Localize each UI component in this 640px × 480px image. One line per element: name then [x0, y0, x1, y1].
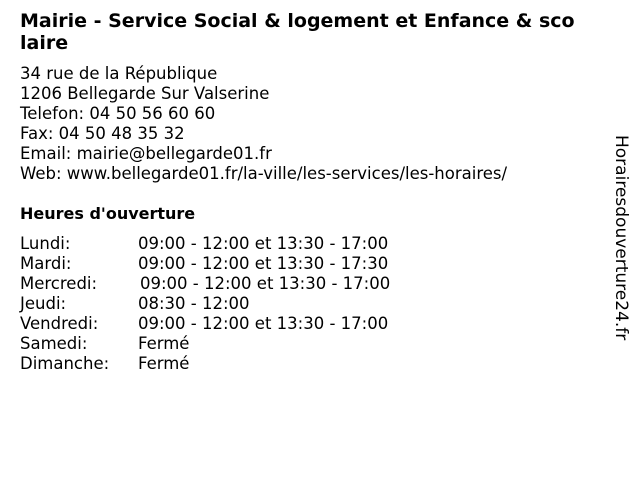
website-url: Web: www.bellegarde01.fr/la-ville/les-services/les-horaires/ — [20, 164, 508, 183]
page-title: Mairie - Service Social & logement et Enfance & scolaire — [20, 10, 575, 54]
day-label: Mercredi: — [20, 274, 98, 293]
email-address: Email: mairie@bellegarde01.fr — [20, 144, 272, 163]
time-range: 09:00 - 12:00 et 13:30 - 17:30 — [138, 254, 389, 273]
day-label: Dimanche: — [20, 354, 110, 373]
hours-row-mercredi — [20, 274, 390, 294]
hours-row-dimanche — [20, 354, 390, 374]
opening-hours-heading: Heures d'ouverture — [20, 204, 196, 223]
day-label: Mardi: — [20, 254, 72, 273]
address-city: 1206 Bellegarde Sur Valserine — [20, 84, 270, 103]
day-label: Samedi: — [20, 334, 88, 353]
site-watermark: Horairesdouverture24.fr — [611, 135, 631, 341]
fax-number: Fax: 04 50 48 35 32 — [20, 124, 185, 143]
time-range: Fermé — [138, 354, 190, 373]
hours-row-jeudi — [20, 294, 390, 314]
time-range: 09:00 - 12:00 et 13:30 - 17:00 — [138, 314, 389, 333]
contact-info — [20, 64, 507, 184]
opening-hours-table — [20, 234, 390, 374]
time-range: 09:00 - 12:00 et 13:30 - 17:00 — [138, 234, 389, 253]
hours-row-vendredi — [20, 314, 390, 334]
time-range: 08:30 - 12:00 — [138, 294, 250, 313]
day-label: Lundi: — [20, 234, 71, 253]
time-range: Fermé — [138, 334, 190, 353]
address-street: 34 rue de la République — [20, 64, 218, 83]
hours-row-lundi — [20, 234, 390, 254]
phone-number: Telefon: 04 50 56 60 60 — [20, 104, 216, 123]
hours-row-samedi — [20, 334, 390, 354]
hours-row-mardi — [20, 254, 390, 274]
day-label: Vendredi: — [20, 314, 99, 333]
time-range: 09:00 - 12:00 et 13:30 - 17:00 — [140, 274, 391, 293]
day-label: Jeudi: — [20, 294, 67, 313]
